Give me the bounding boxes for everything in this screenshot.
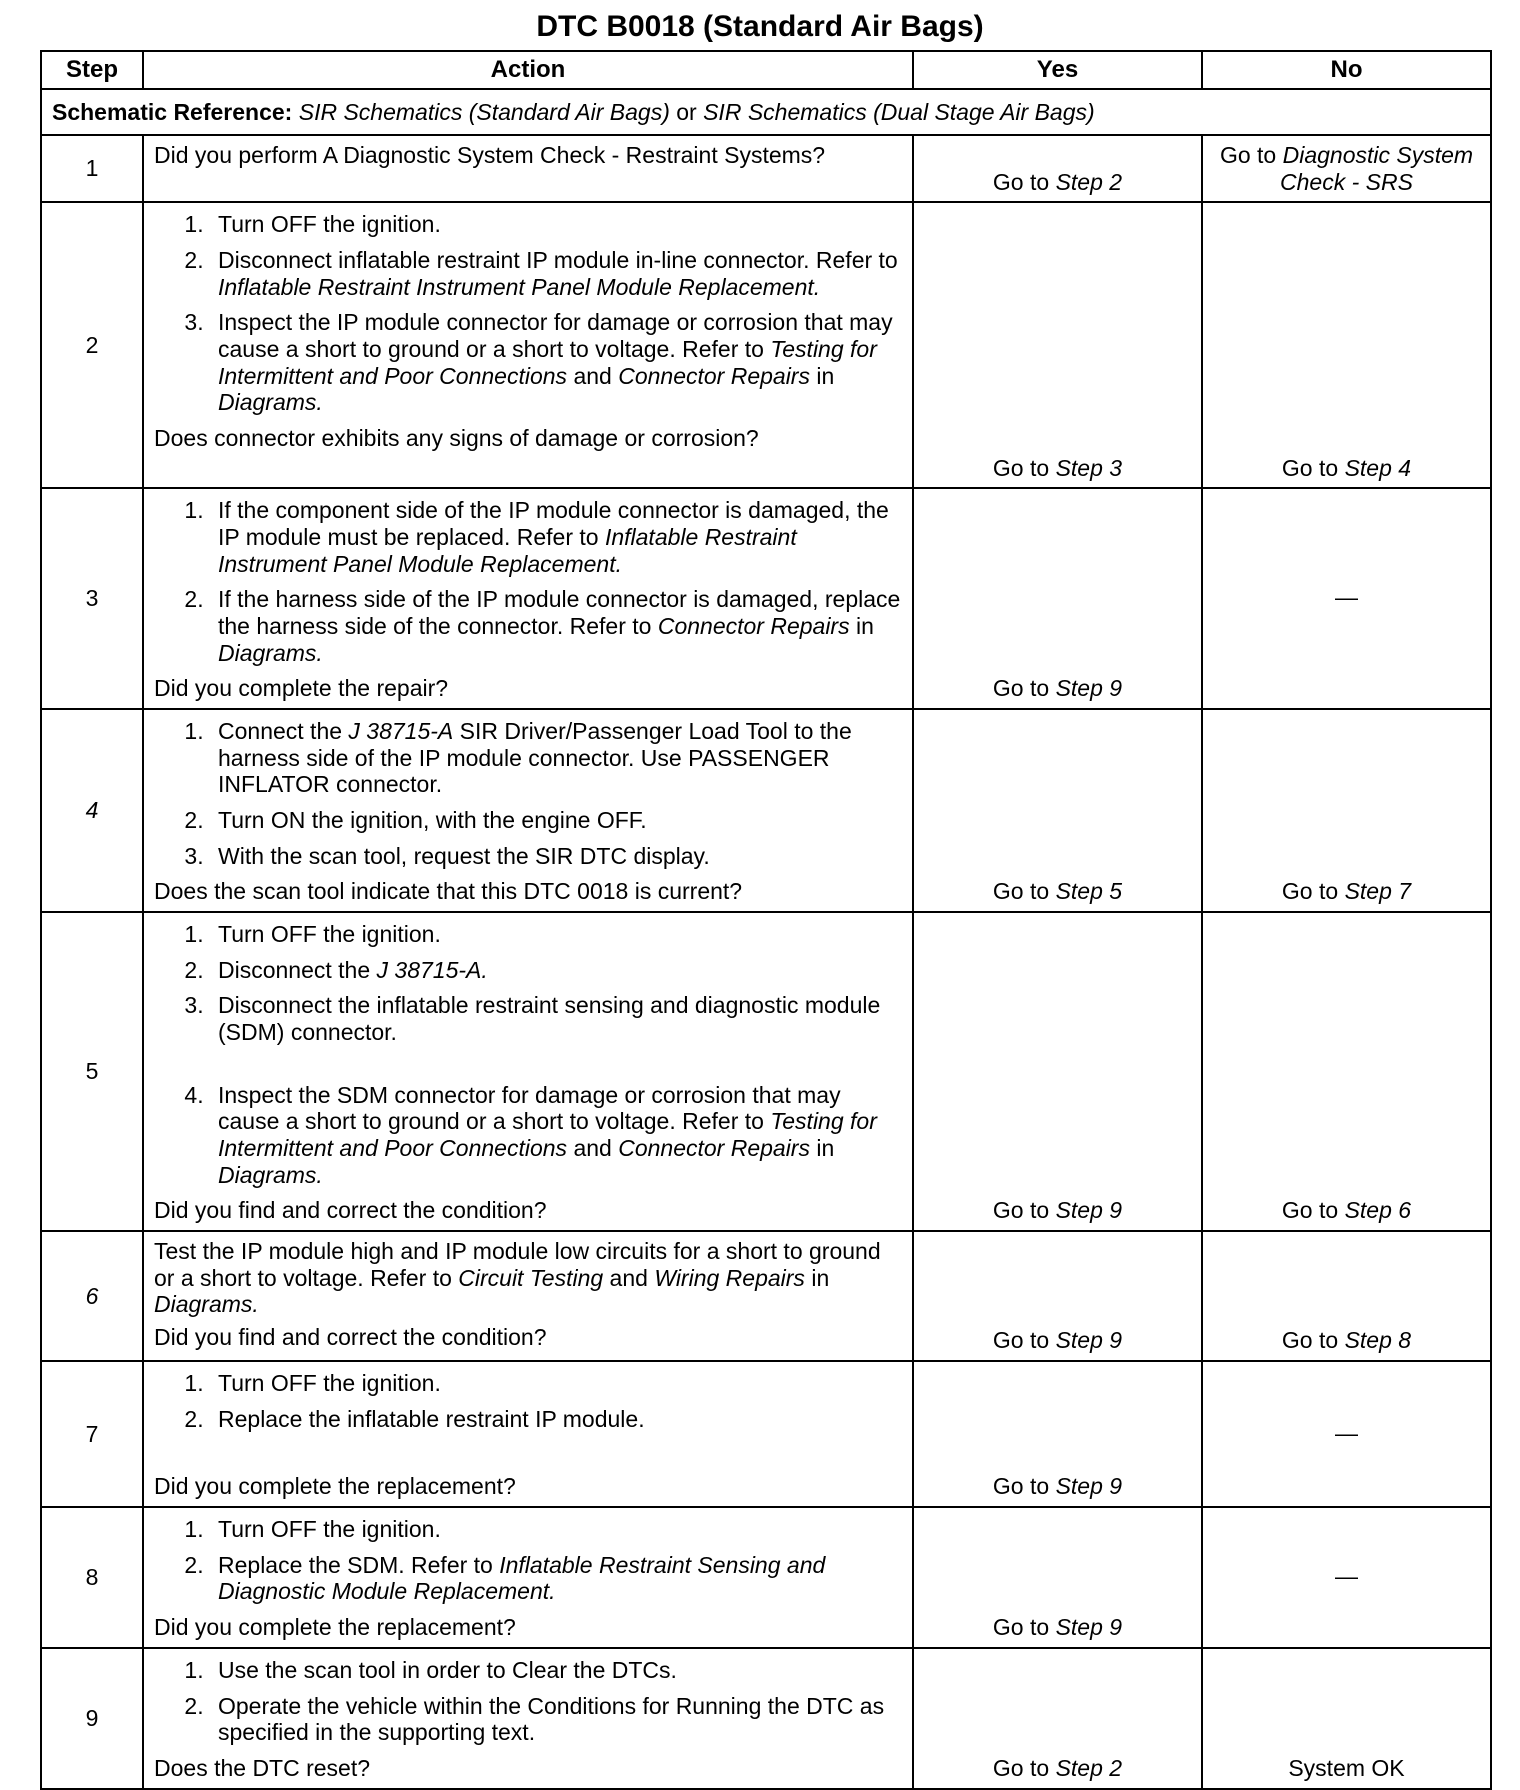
yes-result: Go to Step 2	[913, 1648, 1202, 1789]
yes-result: Go to Step 9	[913, 1231, 1202, 1361]
step-question: Does connector exhibits any signs of damage or corrosion?	[154, 425, 759, 452]
step-row-6	[41, 1231, 1491, 1361]
instruction-list: 1. Turn OFF the ignition. 2. Replace the SDM. Refer to Inflatable Restraint Sensing and Diagnostic Module Replacement.	[154, 1516, 904, 1605]
step-number: 7	[41, 1361, 143, 1507]
no-result: —	[1202, 1507, 1491, 1648]
step-question: Did you find and correct the condition?	[154, 1197, 547, 1224]
no-result: Go to Step 4	[1202, 202, 1491, 488]
step-action	[143, 709, 913, 912]
schematic-ref-standard: SIR Schematics (Standard Air Bags)	[298, 98, 670, 125]
step-instruction: Test the IP module high and IP module low circuits for a short to ground or a short to voltage. Refer to Circuit Testing and Wiring Repairs in Diagrams.	[154, 1238, 881, 1318]
step-number: 8	[41, 1507, 143, 1648]
step-question: Did you complete the repair?	[154, 675, 449, 702]
step-action	[143, 1361, 913, 1507]
step-row-7	[41, 1361, 1491, 1507]
step-action	[143, 1648, 913, 1789]
step-question: Did you complete the replacement?	[154, 1473, 516, 1500]
instruction-list: 1. Use the scan tool in order to Clear the DTCs. 2. Operate the vehicle within the Conditions for Running the DTC as specified in the supporting text.	[154, 1657, 904, 1746]
step-number: 1	[41, 135, 143, 202]
step-action	[143, 1231, 913, 1361]
document-title: DTC B0018 (Standard Air Bags)	[536, 10, 984, 43]
yes-result: Go to Step 9	[913, 912, 1202, 1231]
step-row-5	[41, 912, 1491, 1231]
step-number: 5	[41, 912, 143, 1231]
step-number: 3	[41, 488, 143, 709]
header-step: Step	[41, 51, 143, 89]
header-row	[41, 51, 1491, 89]
step-row-4	[41, 709, 1491, 912]
step-question: Did you find and correct the condition?	[154, 1324, 547, 1351]
no-result: Go to Step 7	[1202, 709, 1491, 912]
no-result: Go to Diagnostic System Check - SRS	[1202, 135, 1491, 202]
step-action	[143, 912, 913, 1231]
step-row-9	[41, 1648, 1491, 1789]
yes-result: Go to Step 5	[913, 709, 1202, 912]
dtc-table	[40, 50, 1492, 1790]
no-result: Go to Step 8	[1202, 1231, 1491, 1361]
header-no: No	[1202, 51, 1491, 89]
schematic-label: Schematic Reference:	[52, 98, 293, 125]
yes-result: Go to Step 9	[913, 488, 1202, 709]
step-number: 2	[41, 202, 143, 488]
step-row-2	[41, 202, 1491, 488]
no-result: —	[1202, 1361, 1491, 1507]
step-question: Does the scan tool indicate that this DTC 0018 is current?	[154, 878, 743, 905]
step-question: Did you perform A Diagnostic System Check - Restraint Systems?	[154, 142, 826, 168]
no-result: Go to Step 6	[1202, 912, 1491, 1231]
step-question: Does the DTC reset?	[154, 1754, 371, 1781]
step-number: 6	[41, 1231, 143, 1361]
no-result: —	[1202, 488, 1491, 709]
step-action	[143, 1507, 913, 1648]
step-row-8	[41, 1507, 1491, 1648]
header-yes: Yes	[913, 51, 1202, 89]
yes-result: Go to Step 9	[913, 1361, 1202, 1507]
schematic-row	[41, 89, 1491, 135]
step-row-1	[41, 135, 1491, 202]
header-action: Action	[143, 51, 913, 89]
instruction-list: 1. If the component side of the IP module connector is damaged, the IP module must be replaced. Refer to Inflatable Restraint Instrument Panel Module Replacement. 2. If the harness side of the IP module connector is damaged, replace the harness side of the connector. Refer to Connector Repairs in Diagrams.	[154, 497, 904, 666]
yes-result: Go to Step 3	[913, 202, 1202, 488]
instruction-list: 1. Turn OFF the ignition. 2. Replace the inflatable restraint IP module.	[154, 1370, 904, 1432]
yes-result: Go to Step 2	[913, 135, 1202, 202]
step-action	[143, 135, 913, 202]
schematic-ref-dual: SIR Schematics (Dual Stage Air Bags)	[703, 98, 1095, 125]
instruction-list: 1. Turn OFF the ignition. 2. Disconnect the J 38715-A. 3. Disconnect the inflatable restraint sensing and diagnostic module (SDM) connector. 4. Inspect the SDM connector for damage or corrosion that may cause a short to ground or a short to voltage. Refer to Testing for Intermittent and Poor Connections and Connector Repairs in Diagrams.	[154, 921, 904, 1188]
no-result: System OK	[1202, 1648, 1491, 1789]
schematic-reference: Schematic Reference: SIR Schematics (Standard Air Bags) or SIR Schematics (Dual Stage Air Bags)	[41, 89, 1491, 135]
step-number: 9	[41, 1648, 143, 1789]
step-row-3	[41, 488, 1491, 709]
instruction-list: 1. Connect the J 38715-A SIR Driver/Passenger Load Tool to the harness side of the IP module connector. Use PASSENGER INFLATOR connector. 2. Turn ON the ignition, with the engine OFF. 3. With the scan tool, request the SIR DTC display.	[154, 718, 904, 869]
step-action	[143, 202, 913, 488]
step-action	[143, 488, 913, 709]
yes-result: Go to Step 9	[913, 1507, 1202, 1648]
step-number: 4	[41, 709, 143, 912]
instruction-list: 1. Turn OFF the ignition. 2. Disconnect inflatable restraint IP module in-line connector. Refer to Inflatable Restraint Instrument Panel Module Replacement. 3. Inspect the IP module connector for damage or corrosion that may cause a short to ground or a short to voltage. Refer to Testing for Intermittent and Poor Connections and Connector Repairs in Diagrams.	[154, 211, 904, 416]
step-question: Did you complete the replacement?	[154, 1614, 516, 1641]
